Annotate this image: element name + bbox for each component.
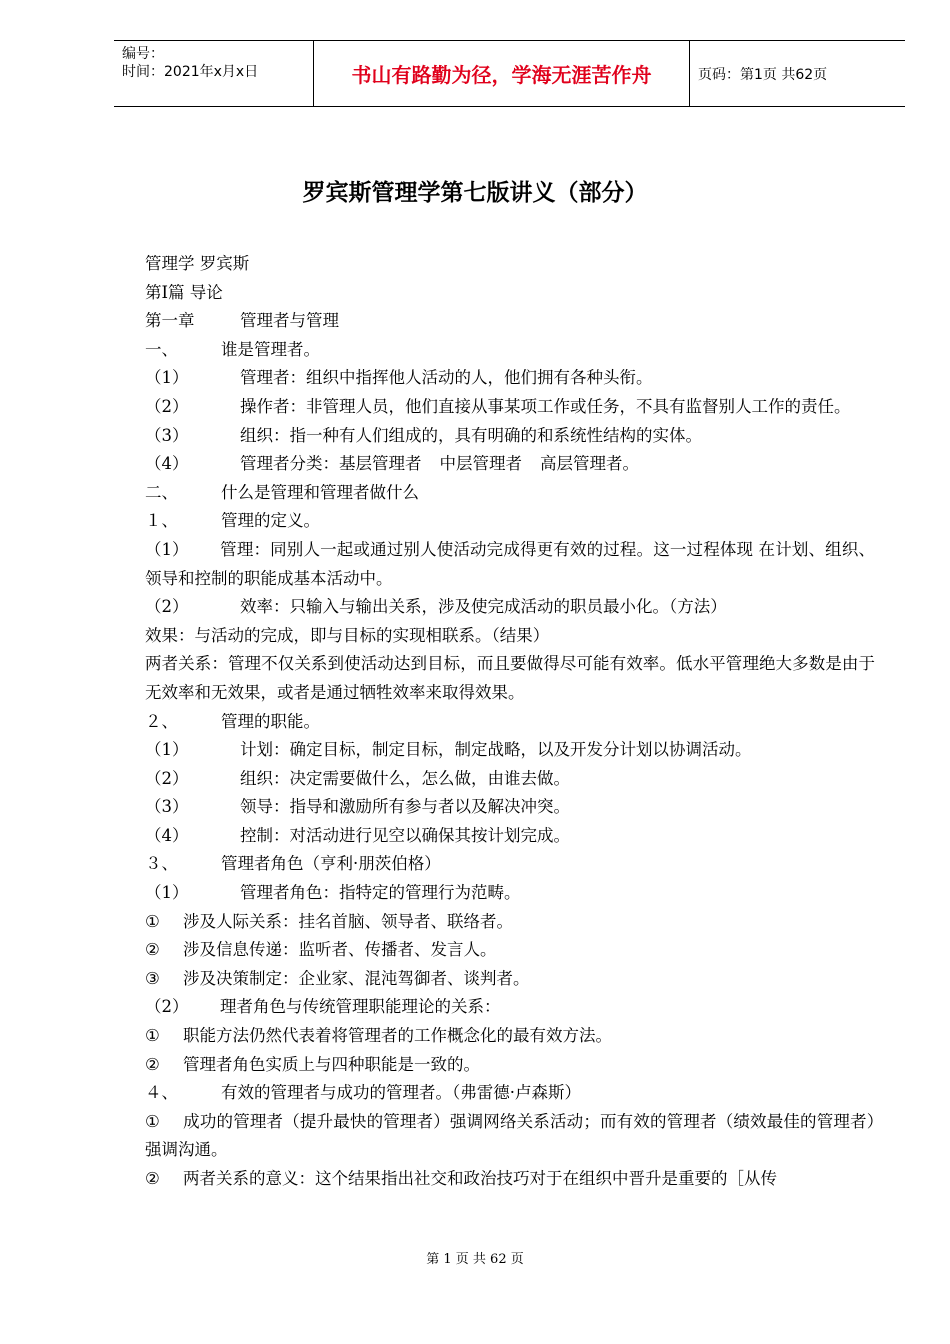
text-line: 第一章 管理者与管理	[145, 311, 339, 331]
time-label: 时间：2021年x月x日	[122, 64, 259, 80]
document-body	[145, 250, 875, 1194]
text-line: （4） 控制：对活动进行见空以确保其按计划完成。	[145, 825, 570, 845]
text-line: （1） 管理者：组织中指挥他人活动的人，他们拥有各种头衔。	[145, 368, 653, 388]
number-label: 编号：	[122, 46, 164, 62]
text-line: （3） 领导：指导和激励所有参与者以及解决冲突。	[145, 797, 570, 817]
text-line: （1） 管理：同别人一起或通过别人使活动完成得更有效的过程。这一过程体现 在计划、组织、领导和控制的职能成基本活动中。	[145, 539, 875, 588]
page-header	[114, 40, 905, 107]
text-line: ② 涉及信息传递：监听者、传播者、发言人。	[145, 940, 497, 960]
document-title: 罗宾斯管理学第七版讲义（部分）	[302, 180, 648, 206]
text-line: ① 职能方法仍然代表着将管理者的工作概念化的最有效方法。	[145, 1026, 612, 1046]
text-line: １、 管理的定义。	[145, 511, 320, 531]
text-line: 二、 什么是管理和管理者做什么	[145, 482, 419, 502]
text-line: （1） 管理者角色：指特定的管理行为范畴。	[145, 883, 521, 903]
text-line: （1） 计划：确定目标，制定目标，制定战略，以及开发分计划以协调活动。	[145, 740, 752, 760]
text-line: 一、 谁是管理者。	[145, 339, 320, 359]
text-line: （2） 组织：决定需要做什么，怎么做，由谁去做。	[145, 768, 570, 788]
motto: 书山有路勤为径，学海无涯苦作舟	[314, 41, 690, 106]
text-line: 管理学 罗宾斯	[145, 254, 250, 273]
text-line: ② 管理者角色实质上与四种职能是一致的。	[145, 1054, 480, 1074]
text-line: （2） 理者角色与传统管理职能理论的关系：	[145, 997, 501, 1017]
text-line: （4） 管理者分类：基层管理者 中层管理者 高层管理者。	[145, 454, 639, 474]
header-meta	[114, 41, 314, 106]
text-line: ② 两者关系的意义：这个结果指出社交和政治技巧对于在组织中晋升是重要的［从传	[145, 1169, 777, 1188]
text-line: 效果：与活动的完成，即与目标的实现相联系。（结果）	[145, 625, 550, 645]
text-line: （2） 效率：只输入与输出关系，涉及使完成活动的职员最小化。（方法）	[145, 597, 727, 617]
text-line: ① 成功的管理者（提升最快的管理者）强调网络关系活动；而有效的管理者（绩效最佳的管理者）强调沟通。	[145, 1111, 875, 1160]
page-footer: 第 1 页 共 62 页	[426, 1252, 524, 1267]
page-info: 页码：第1页 共62页	[698, 66, 828, 83]
text-line: ③ 涉及决策制定：企业家、混沌驾御者、谈判者。	[145, 968, 530, 988]
text-line: （2） 操作者：非管理人员，他们直接从事某项工作或任务，不具有监督别人工作的责任。	[145, 396, 851, 416]
text-line: ４、 有效的管理者与成功的管理者。（弗雷德·卢森斯）	[145, 1083, 581, 1103]
text-line: 第Ⅰ篇 导论	[145, 282, 223, 302]
text-line: ３、 管理者角色（亨利·朋茨伯格）	[145, 854, 441, 874]
text-line: 两者关系：管理不仅关系到使活动达到目标，而且要做得尽可能有效率。低水平管理绝大多数是由于无效率和无效果，或者是通过牺牲效率来取得效果。	[145, 654, 875, 702]
text-line: （3） 组织：指一种有人们组成的，具有明确的和系统性结构的实体。	[145, 425, 702, 445]
text-line: ① 涉及人际关系：挂名首脑、领导者、联络者。	[145, 911, 513, 931]
text-line: ２、 管理的职能。	[145, 711, 320, 731]
